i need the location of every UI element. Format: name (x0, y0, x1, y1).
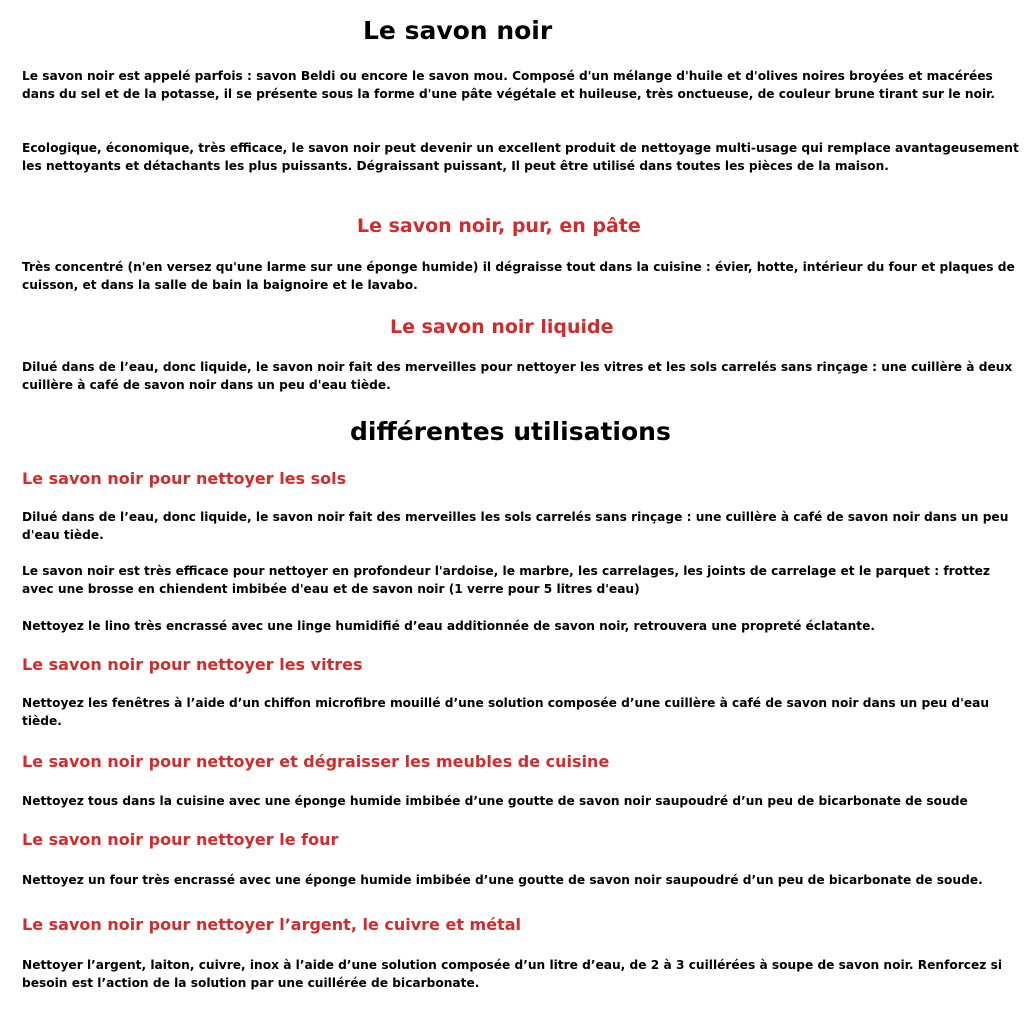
floors-paragraph-1: Dilué dans de l’eau, donc liquide, le savon noir fait des merveilles les sols carrelés sans rinçage : une cuillère à café de savon noir dans un peu d'eau tiède. (22, 510, 1009, 542)
uses-title: différentes utilisations (350, 417, 671, 446)
paste-heading: Le savon noir, pur, en pâte (357, 215, 641, 237)
intro-paragraph-2: Ecologique, économique, très efficace, le savon noir peut devenir un excellent produit de nettoyage multi-usage qui remplace avantageusement les nettoyants et détachants les plus puissants. Dégraissant puissant, Il peut être utilisé dans toutes les pièces de la maison. (22, 141, 1019, 173)
paste-paragraph: Très concentré (n'en versez qu'une larme sur une éponge humide) il dégraisse tout dans la cuisine : évier, hotte, intérieur du four et plaques de cuisson, et dans la salle de bain la baignoire et le lavabo. (22, 260, 1015, 292)
page-title: Le savon noir (363, 16, 553, 45)
liquid-paragraph: Dilué dans de l’eau, donc liquide, le savon noir fait des merveilles pour nettoyer les vitres et les sols carrelés sans rinçage : une cuillère à deux cuillère à café de savon noir dans un peu d'eau tiède. (22, 360, 1013, 392)
oven-paragraph: Nettoyez un four très encrassé avec une éponge humide imbibée d’une goutte de savon noir saupoudré d’un peu de bicarbonate de soude. (22, 873, 983, 887)
kitchen-paragraph: Nettoyez tous dans la cuisine avec une éponge humide imbibée d’une goutte de savon noir saupoudré d’un peu de bicarbonate de soude (22, 794, 968, 808)
intro-paragraph-1: Le savon noir est appelé parfois : savon Beldi ou encore le savon mou. Composé d'un mélange d'huile et d'olives noires broyées et macérées dans du sel et de la potasse, il se présente sous la forme d'une pâte végétale et huileuse, très onctueuse, de couleur brune tirant sur le noir. (22, 69, 996, 101)
floors-paragraph-2: Le savon noir est très efficace pour nettoyer en profondeur l'ardoise, le marbre, les carrelages, les joints de carrelage et le parquet : frottez avec une brosse en chiendent imbibée d'eau et de savon noir (1 verre pour 5 litres d'eau) (22, 564, 991, 596)
silver-paragraph: Nettoyer l’argent, laiton, cuivre, inox à l’aide d’une solution composée d’un litre d’eau, de 2 à 3 cuillérées à soupe de savon noir. Renforcez si besoin est l’action de la solution par une cuillérée de bicarbonate. (22, 958, 1003, 990)
floors-heading: Le savon noir pour nettoyer les sols (22, 469, 347, 488)
floors-paragraph-3: Nettoyez le lino très encrassé avec une linge humidifié d’eau additionnée de savon noir, retrouvera une propreté éclatante. (22, 619, 875, 633)
silver-heading: Le savon noir pour nettoyer l’argent, le cuivre et métal (22, 915, 521, 934)
oven-heading: Le savon noir pour nettoyer le four (22, 830, 339, 849)
kitchen-heading: Le savon noir pour nettoyer et dégraisser les meubles de cuisine (22, 752, 610, 771)
windows-paragraph: Nettoyez les fenêtres à l’aide d’un chiffon microfibre mouillé d’une solution composée d’une cuillère à café de savon noir dans un peu d'eau tiède. (22, 696, 989, 728)
liquid-heading: Le savon noir liquide (390, 316, 614, 338)
windows-heading: Le savon noir pour nettoyer les vitres (22, 655, 363, 674)
